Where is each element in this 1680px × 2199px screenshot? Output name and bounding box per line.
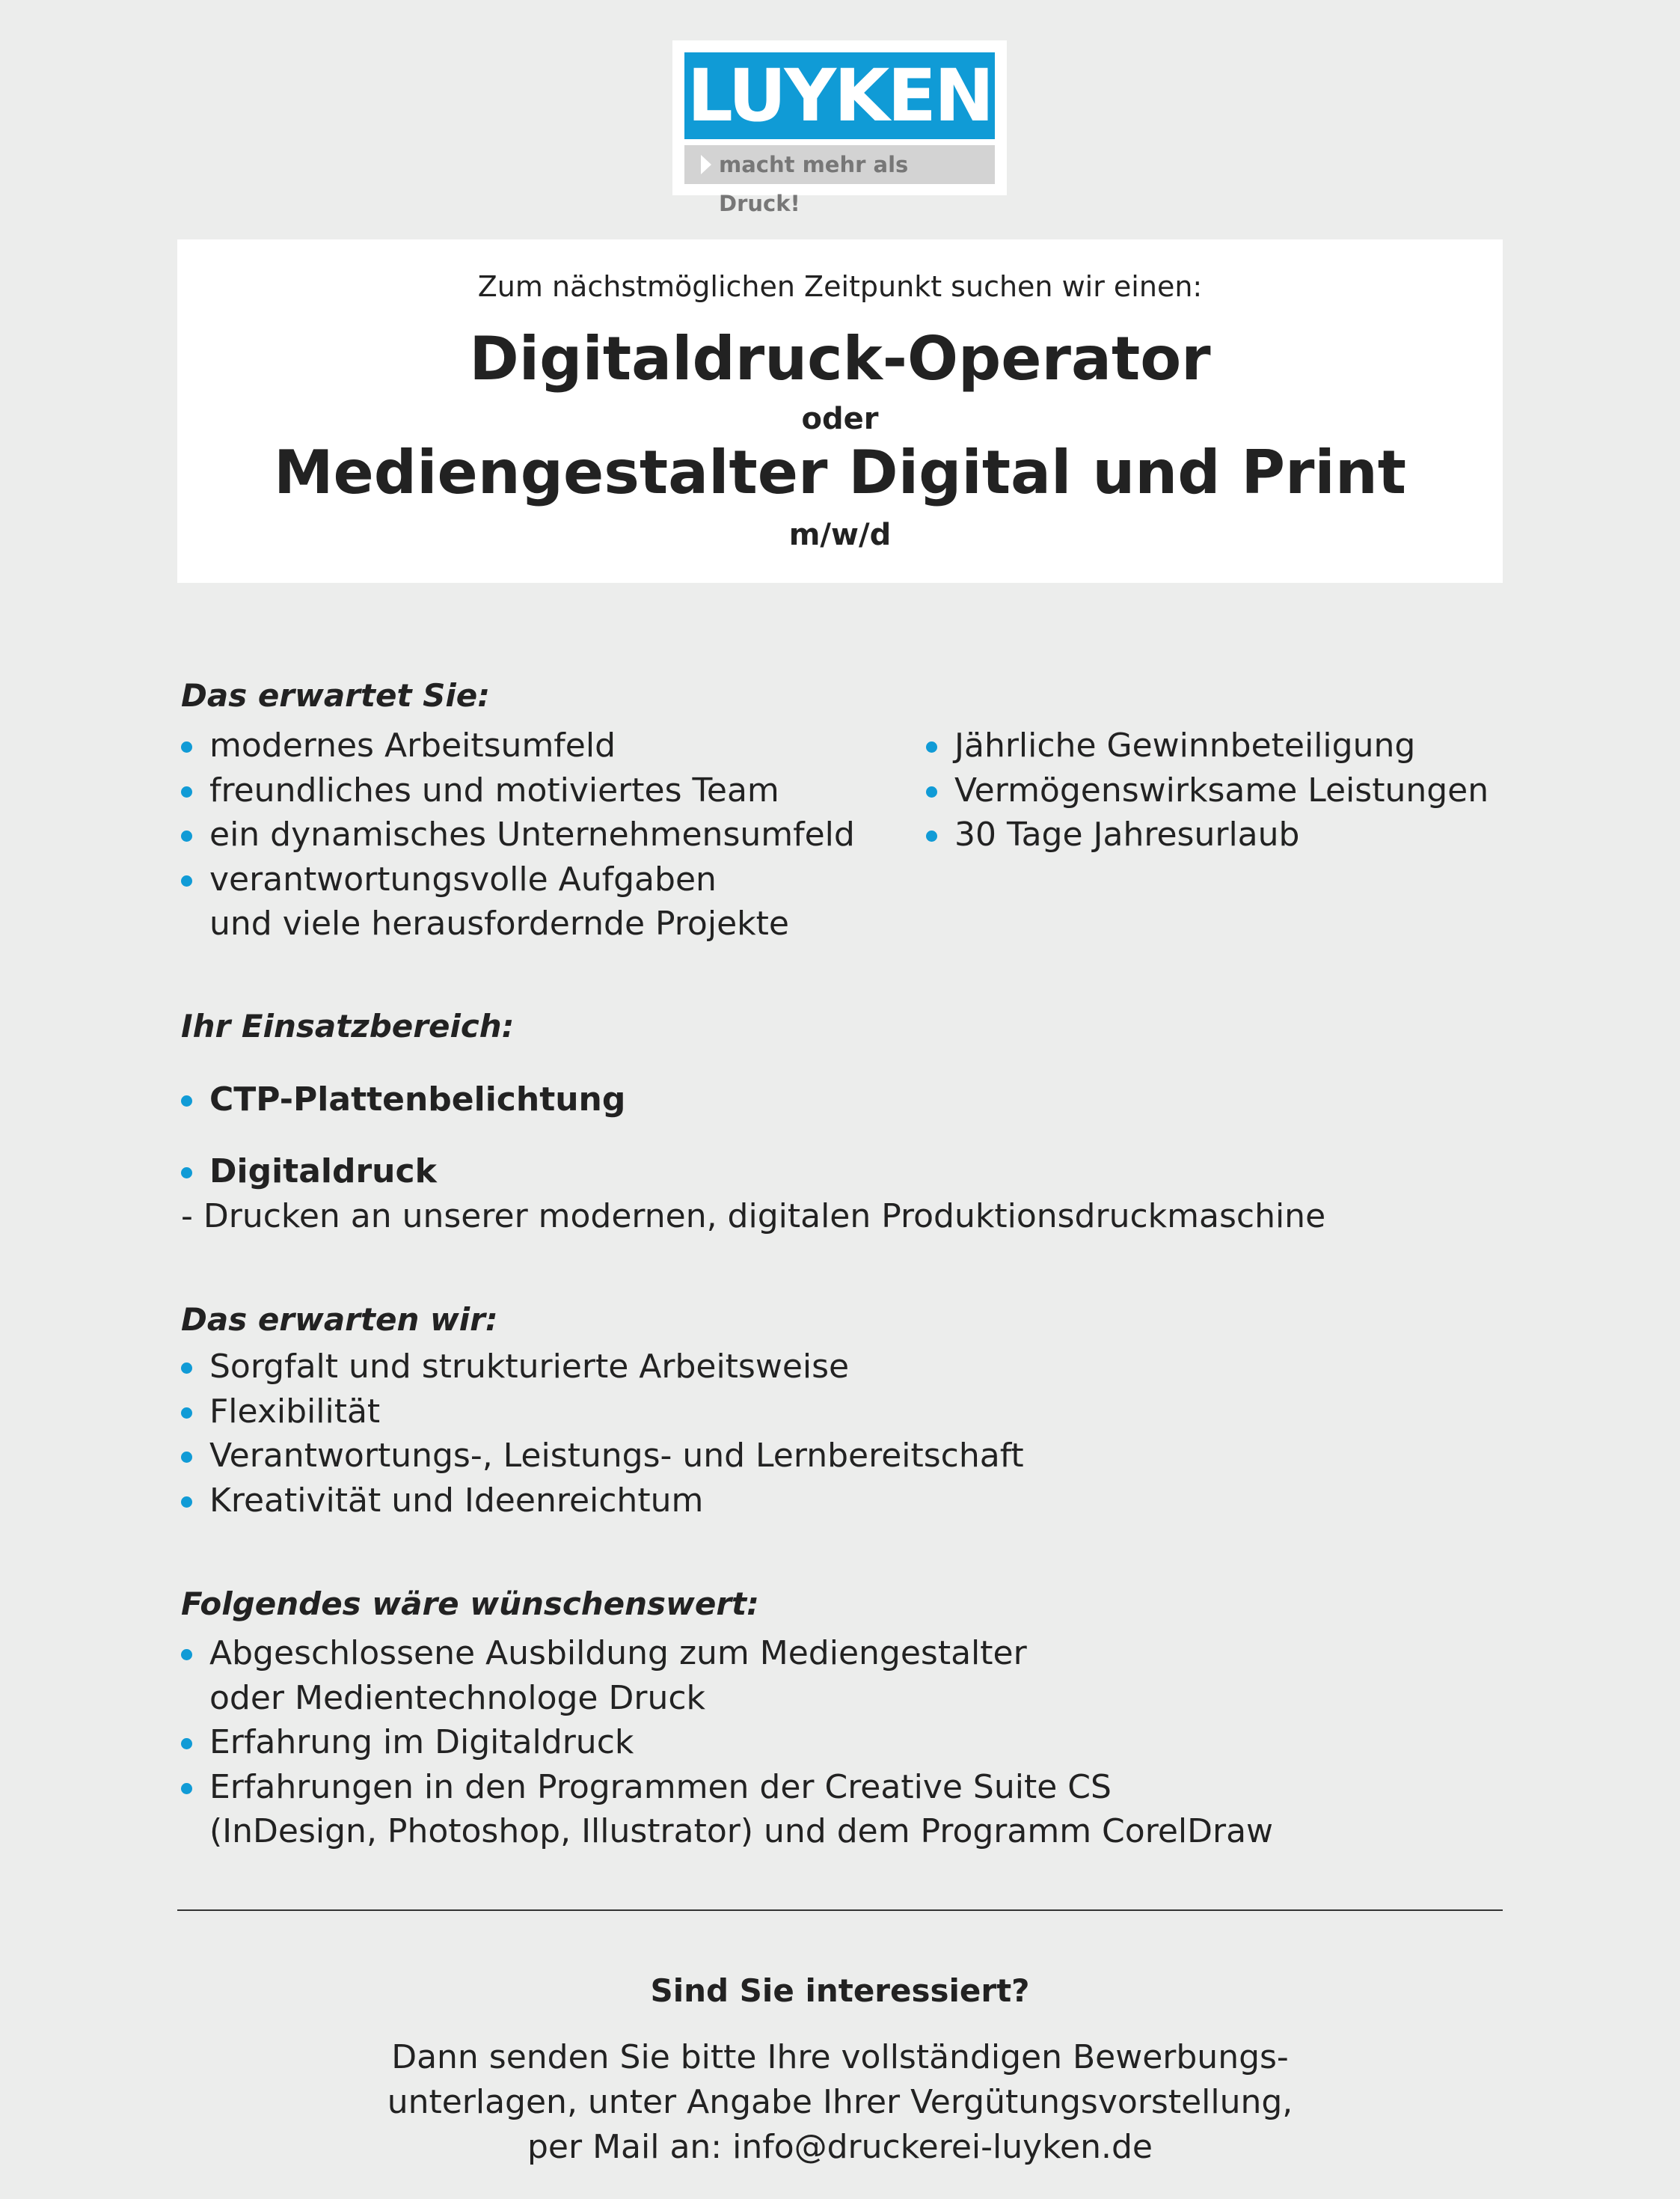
bullet-icon: [926, 741, 937, 753]
list-item: 30 Tage Jahresurlaub: [926, 813, 1489, 857]
list-item: Flexibilität: [181, 1389, 1024, 1434]
list-item: Jährliche Gewinnbeteiligung: [926, 724, 1489, 768]
requirements-heading: Das erwarten wir:: [181, 1301, 498, 1338]
scope-section: [181, 1004, 514, 1049]
scope-list-ctp: [181, 1077, 625, 1122]
bullet-icon: [926, 831, 937, 842]
bullet-icon: [181, 1783, 192, 1794]
bullet-icon: [181, 875, 192, 887]
bullet-icon: [181, 1452, 192, 1463]
logo-tagline-bar: [684, 145, 995, 216]
bullet-icon: [926, 786, 937, 798]
scope-list-digital: [181, 1149, 1325, 1238]
logo-tagline: macht mehr als Druck!: [719, 152, 909, 216]
bullet-icon: [181, 1496, 192, 1508]
list-item: Verantwortungs-, Leistungs- und Lernbereitschaft: [181, 1434, 1024, 1478]
job-title-box: [177, 239, 1503, 583]
list-item: Erfahrungen in den Programmen der Creative Suite CS (InDesign, Photoshop, Illustrator) und dem Programm CorelDraw: [181, 1765, 1273, 1854]
contact-text: [0, 2035, 1680, 2170]
job-title-primary: Digitaldruck-Operator: [469, 324, 1211, 394]
play-arrow-icon: [701, 155, 711, 174]
requirements-section: [181, 1297, 498, 1342]
company-logo: [672, 40, 1007, 216]
desirable-heading: Folgendes wäre wünschenswert:: [181, 1585, 759, 1622]
divider-line: [177, 1909, 1503, 1911]
gender-note: m/w/d: [788, 518, 892, 552]
list-item: Abgeschlossene Ausbildung zum Mediengestalter oder Medientechnologe Druck: [181, 1631, 1273, 1720]
scope-heading: Ihr Einsatzbereich:: [181, 1008, 515, 1045]
contact-line-3: per Mail an: info@druckerei-luyken.de: [527, 2128, 1153, 2166]
bullet-icon: [181, 1649, 192, 1660]
list-item: Digitaldruck: [181, 1149, 1325, 1194]
requirements-list: [181, 1345, 1024, 1523]
contact-line-2: unterlagen, unter Angabe Ihrer Vergütungsvorstellung,: [387, 2083, 1293, 2121]
bullet-icon: [181, 831, 192, 842]
scope-digital-detail: - Drucken an unserer modernen, digitalen Produktionsdruckmaschine: [181, 1196, 1326, 1235]
list-item: Erfahrung im Digitaldruck: [181, 1720, 1273, 1765]
bullet-icon: [181, 1095, 192, 1107]
list-item: modernes Arbeitsumfeld: [181, 724, 855, 768]
bullet-icon: [181, 1738, 192, 1749]
offer-heading: Das erwartet Sie:: [181, 677, 491, 714]
intro-text: Zum nächstmöglichen Zeitpunkt suchen wir einen:: [477, 270, 1203, 303]
list-item: CTP-Plattenbelichtung: [181, 1077, 625, 1122]
contact-line-1: Dann senden Sie bitte Ihre vollständigen Bewerbungs-: [391, 2038, 1289, 2076]
list-item: Vermögenswirksame Leistungen: [926, 768, 1489, 813]
list-item: ein dynamisches Unternehmensumfeld: [181, 813, 855, 857]
desirable-list: [181, 1631, 1273, 1854]
bullet-icon: [181, 786, 192, 798]
bullet-icon: [181, 1167, 192, 1178]
contact-title: Sind Sie interessiert?: [650, 1972, 1030, 2009]
list-item: verantwortungsvolle Aufgaben und viele herausfordernde Projekte: [181, 857, 855, 946]
bullet-icon: [181, 1407, 192, 1419]
desirable-section: [181, 1582, 759, 1627]
list-item: Sorgfalt und strukturierte Arbeitsweise: [181, 1345, 1024, 1389]
job-title-secondary: Mediengestalter Digital und Print: [273, 438, 1407, 507]
offer-list-left: [181, 724, 855, 946]
bullet-icon: [181, 741, 192, 753]
offer-section: [181, 673, 490, 718]
bullet-icon: [181, 1362, 192, 1374]
list-item: freundliches und motiviertes Team: [181, 768, 855, 813]
offer-list-right: [926, 724, 1489, 857]
title-connector: oder: [801, 402, 879, 436]
logo-wordmark: LUYKEN: [684, 52, 995, 139]
list-item: Kreativität und Ideenreichtum: [181, 1478, 1024, 1523]
